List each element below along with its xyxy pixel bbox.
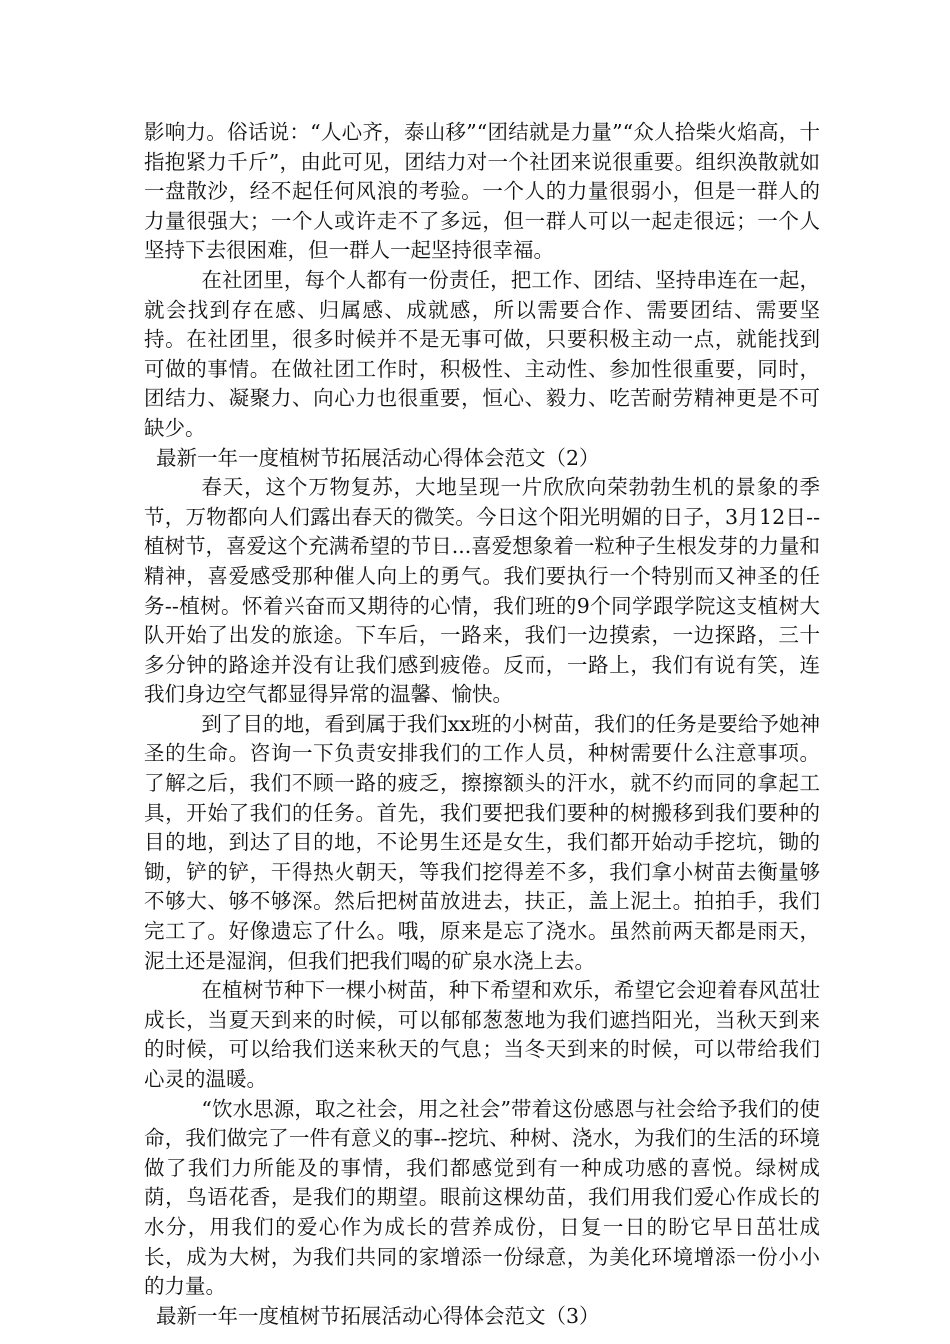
paragraph-spring-arbor-day: 春天，这个万物复苏，大地呈现一片欣欣向荣勃勃生机的景象的季节，万物都向人们露出春天的微笑。今日这个阳光明媚的日子，3月12日--植树节，喜爱这个充满希望的节日...喜爱想象着一粒种子生根发芽的力量和精神，喜爱感受那种催人向上的勇气。我们要执行一个特别而又神圣的任务--植树。怀着兴奋而又期待的心情，我们班的9个同学跟学院这支植树大队开始了出发的旅途。下车后，一路来，我们一边摸索，一边探路，三十多分钟的路途并没有让我们感到疲倦。反而，一路上，我们有说有笑，连我们身边空气都显得异常的温馨、愉快。 [144, 475, 820, 707]
section-heading-3: 最新一年一度植树节拓展活动心得体会范文（3） [156, 1303, 600, 1328]
section-heading-2: 最新一年一度植树节拓展活动心得体会范文（2） [156, 445, 600, 470]
paragraph-hope-seasons: 在植树节种下一棵小树苗，种下希望和欢乐，希望它会迎着春风茁壮成长，当夏天到来的时候，可以郁郁葱葱地为我们遮挡阳光，当秋天到来的时候，可以给我们送来秋天的气息；当冬天到来的时候，可以带给我们心灵的温暖。 [144, 978, 820, 1091]
paragraph-gratitude-society: “饮水思源，取之社会，用之社会”带着这份感恩与社会给予我们的使命，我们做完了一件有意义的事--挖坑、种树、浇水，为我们的生活的环境做了我们力所能及的事情，我们都感觉到有一种成功感的喜悦。绿树成荫，鸟语花香，是我们的期望。眼前这棵幼苗，我们用我们爱心作成长的水分，用我们的爱心作为成长的营养成份，日复一日的盼它早日茁壮成长，成为大树，为我们共同的家增添一份绿意，为美化环境增添一份小小的力量。 [144, 1096, 820, 1299]
paragraph-planting-process: 到了目的地，看到属于我们xx班的小树苗，我们的任务是要给予她神圣的生命。咨询一下负责安排我们的工作人员，种树需要什么注意事项。了解之后，我们不顾一路的疲乏，擦擦额头的汗水，就不约而同的拿起工具，开始了我们的任务。首先，我们要把我们要种的树搬移到我们要种的目的地，到达了目的地，不论男生还是女生，我们都开始动手挖坑，锄的锄，铲的铲，干得热火朝天，等我们挖得差不多，我们拿小树苗去衡量够不够大、够不够深。然后把树苗放进去，扶正，盖上泥土。拍拍手，我们完工了。好像遗忘了什么。哦，原来是忘了浇水。虽然前两天都是雨天，泥土还是湿润，但我们把我们喝的矿泉水浇上去。 [144, 711, 820, 973]
paragraph-teamwork-influence: 影响力。俗话说：“人心齐，泰山移”“团结就是力量”“众人拾柴火焰高，十指抱紧力千斤”，由此可见，团结力对一个社团来说很重要。组织涣散就如一盘散沙，经不起任何风浪的考验。一个人的力量很弱小，但是一群人的力量很强大；一个人或许走不了多远，但一群人可以一起走很远；一个人坚持下去很困难，但一群人一起坚持很幸福。 [144, 120, 820, 263]
paragraph-club-responsibility: 在社团里，每个人都有一份责任，把工作、团结、坚持串连在一起，就会找到存在感、归属感、成就感，所以需要合作、需要团结、需要坚持。在社团里，很多时候并不是无事可做，只要积极主动一点，就能找到可做的事情。在做社团工作时，积极性、主动性、参加性很重要，同时，团结力、凝聚力、向心力也很重要，恒心、毅力、吃苦耐劳精神更是不可缺少。 [144, 267, 820, 440]
document-body [144, 118, 820, 1331]
